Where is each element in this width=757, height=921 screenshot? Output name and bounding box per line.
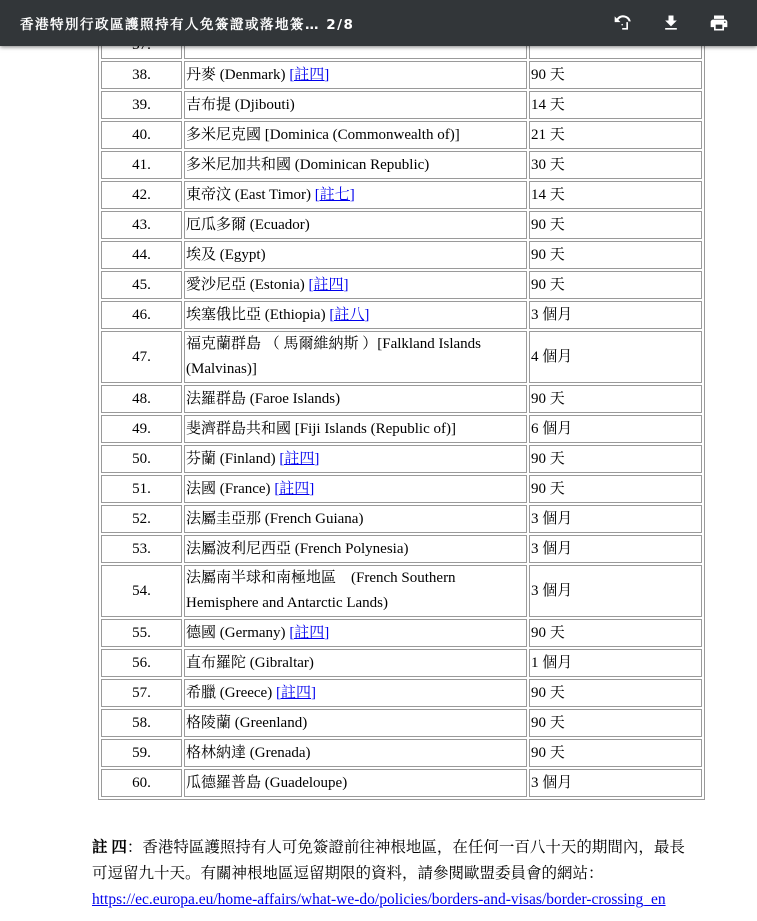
row-number: 49.: [101, 415, 182, 443]
country-cell: [184, 505, 527, 533]
stay-duration: 90 天: [529, 271, 702, 299]
country-name: 希臘 (Greece): [186, 684, 273, 701]
row-number: 57.: [101, 679, 182, 707]
print-icon[interactable]: [707, 11, 731, 35]
table-row: [101, 619, 702, 647]
row-number: 38.: [101, 61, 182, 89]
table-row: [101, 151, 702, 179]
row-number: 41.: [101, 151, 182, 179]
country-name: 法羅群島 (Faroe Islands): [186, 390, 341, 407]
row-number: 48.: [101, 385, 182, 413]
stay-duration: 14 天: [529, 181, 702, 209]
table-row: [101, 739, 702, 767]
country-name: 多米尼加共和國 (Dominican Republic): [186, 156, 430, 173]
country-name: 瓜德羅普島 (Guadeloupe): [186, 774, 348, 791]
table-row: [101, 301, 702, 329]
row-number: 58.: [101, 709, 182, 737]
country-cell: [184, 211, 527, 239]
country-cell: [184, 445, 527, 473]
footnote-link[interactable]: [註四]: [274, 480, 315, 497]
country-name: 吉布提 (Djibouti): [186, 96, 295, 113]
stay-duration: 90 天: [529, 739, 702, 767]
country-name: 東帝汶 (East Timor): [186, 186, 312, 203]
footnote-text: ：香港特區護照持有人可免簽證前往神根地區，在任何一百八十天的期間內，最長可逗留九十天。有關神根地區逗留期限的資料，請參閱歐盟委員會的網站：: [92, 839, 685, 882]
stay-duration: 90 天: [529, 619, 702, 647]
table-row: [101, 241, 702, 269]
footnote-link[interactable]: [註四]: [289, 624, 330, 641]
country-name: 斐濟群島共和國 [Fiji Islands (Republic of)]: [186, 420, 456, 437]
table-row: [101, 679, 702, 707]
stay-duration: 3 個月: [529, 565, 702, 617]
row-number: 45.: [101, 271, 182, 299]
country-name: 埃塞俄比亞 (Ethiopia): [186, 306, 326, 323]
table-row: [101, 61, 702, 89]
table-row: [101, 475, 702, 503]
table-row: [101, 271, 702, 299]
footnote-link[interactable]: [註四]: [275, 684, 316, 701]
footnote-link[interactable]: [註四]: [308, 276, 349, 293]
row-number: 42.: [101, 181, 182, 209]
country-name: 格陵蘭 (Greenland): [186, 714, 308, 731]
table-row: [101, 649, 702, 677]
row-number: 60.: [101, 769, 182, 797]
country-cell: [184, 241, 527, 269]
country-name: 法屬圭亞那 (French Guiana): [186, 510, 364, 527]
country-name: 福克蘭群島 （ 馬爾維納斯 ）[Falkland Islands (Malvinas)]: [186, 336, 481, 377]
eu-link[interactable]: https://ec.europa.eu/home-affairs/what-we-do/policies/borders-and-visas/border-crossing_en: [92, 891, 666, 908]
row-number: 50.: [101, 445, 182, 473]
table-row: [101, 385, 702, 413]
visa-table: [98, 28, 705, 800]
stay-duration: 90 天: [529, 709, 702, 737]
table-row: [101, 91, 702, 119]
stay-duration: 1 個月: [529, 649, 702, 677]
footnote-link[interactable]: [註八]: [329, 306, 370, 323]
stay-duration: 90 天: [529, 679, 702, 707]
country-name: 愛沙尼亞 (Estonia): [186, 276, 305, 293]
stay-duration: 3 個月: [529, 301, 702, 329]
stay-duration: 14 天: [529, 91, 702, 119]
document-title: 香港特別行政區護照持有人免簽證或落地簽… 2/8: [20, 17, 355, 33]
country-cell: [184, 331, 527, 383]
stay-duration: 90 天: [529, 241, 702, 269]
stay-duration: 3 個月: [529, 769, 702, 797]
stay-duration: 21 天: [529, 121, 702, 149]
stay-duration: 30 天: [529, 151, 702, 179]
country-cell: [184, 709, 527, 737]
pdf-toolbar: [0, 0, 757, 46]
table-row: [101, 445, 702, 473]
country-cell: [184, 649, 527, 677]
country-name: 格林納達 (Grenada): [186, 744, 311, 761]
country-name: 厄瓜多爾 (Ecuador): [186, 216, 310, 233]
row-number: 39.: [101, 91, 182, 119]
table-row: [101, 415, 702, 443]
download-icon[interactable]: [659, 11, 683, 35]
country-cell: [184, 739, 527, 767]
country-cell: [184, 535, 527, 563]
country-name: 丹麥 (Denmark): [186, 66, 286, 83]
stay-duration: 6 個月: [529, 415, 702, 443]
stay-duration: 3 個月: [529, 535, 702, 563]
table-row: [101, 769, 702, 797]
table-row: [101, 181, 702, 209]
country-name: 直布羅陀 (Gibraltar): [186, 654, 314, 671]
row-number: 53.: [101, 535, 182, 563]
stay-duration: 90 天: [529, 475, 702, 503]
country-cell: [184, 385, 527, 413]
country-name: 法國 (France): [186, 480, 271, 497]
row-number: 54.: [101, 565, 182, 617]
footnote-link[interactable]: [註四]: [279, 450, 320, 467]
table-row: [101, 565, 702, 617]
country-cell: [184, 151, 527, 179]
row-number: 51.: [101, 475, 182, 503]
stay-duration: 90 天: [529, 385, 702, 413]
stay-duration: 90 天: [529, 445, 702, 473]
row-number: 46.: [101, 301, 182, 329]
row-number: 56.: [101, 649, 182, 677]
footnote-label: 註 四: [92, 839, 127, 856]
row-number: 55.: [101, 619, 182, 647]
table-row: [101, 331, 702, 383]
table-row: [101, 121, 702, 149]
table-row: [101, 535, 702, 563]
stay-duration: 90 天: [529, 211, 702, 239]
country-cell: [184, 61, 527, 89]
country-cell: [184, 769, 527, 797]
country-cell: [184, 475, 527, 503]
footnote-4: [92, 835, 692, 913]
country-name: 芬蘭 (Finland): [186, 450, 276, 467]
country-name: 多米尼克國 [Dominica (Commonwealth of)]: [186, 126, 460, 143]
row-number: 43.: [101, 211, 182, 239]
row-number: 52.: [101, 505, 182, 533]
country-cell: [184, 121, 527, 149]
country-cell: [184, 415, 527, 443]
table-row: [101, 211, 702, 239]
table-row: [101, 505, 702, 533]
stay-duration: 4 個月: [529, 331, 702, 383]
rotate-icon[interactable]: [611, 11, 635, 35]
row-number: 44.: [101, 241, 182, 269]
footnote-link[interactable]: [註七]: [314, 186, 355, 203]
stay-duration: 3 個月: [529, 505, 702, 533]
country-name: 法屬波利尼西亞 (French Polynesia): [186, 540, 409, 557]
country-name: 法屬南半球和南極地區 (French Southern Hemisphere and Antarctic Lands): [186, 570, 456, 611]
stay-duration: 90 天: [529, 61, 702, 89]
table-row: [101, 709, 702, 737]
footnote-link[interactable]: [註四]: [289, 66, 330, 83]
row-number: 59.: [101, 739, 182, 767]
country-cell: [184, 679, 527, 707]
row-number: 47.: [101, 331, 182, 383]
row-number: 40.: [101, 121, 182, 149]
country-cell: [184, 301, 527, 329]
country-cell: [184, 619, 527, 647]
country-cell: [184, 565, 527, 617]
country-cell: [184, 91, 527, 119]
country-cell: [184, 271, 527, 299]
country-name: 德國 (Germany): [186, 624, 286, 641]
country-cell: [184, 181, 527, 209]
country-name: 埃及 (Egypt): [186, 246, 266, 263]
